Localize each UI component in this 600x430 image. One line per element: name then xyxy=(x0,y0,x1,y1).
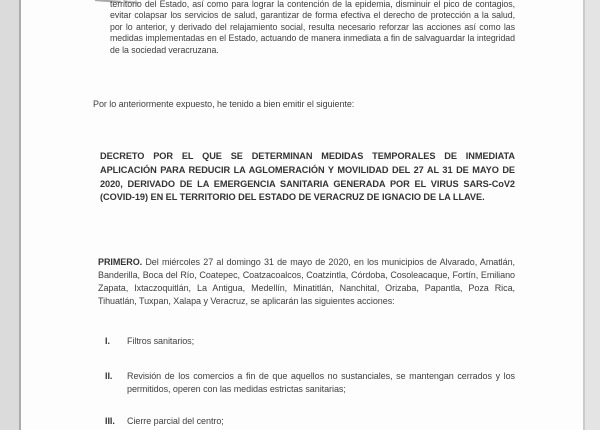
list-numeral: I. xyxy=(105,335,110,346)
scan-left-margin xyxy=(0,0,19,430)
primero-label: PRIMERO. xyxy=(98,257,143,267)
list-numeral: III. xyxy=(105,415,115,426)
list-item-text: Cierre parcial del centro; xyxy=(127,415,224,426)
intro-line: Por lo anteriormente expuesto, he tenido a bien emitir el siguiente: xyxy=(93,98,355,109)
continuation-paragraph: territorio del Estado, así como para lograr la contención de la epidemia, disminuir el pico de contagios, evitar colapsar los servicios de salud, garantizar de forma efectiva el derecho de protección a la salud, por lo anterior, y derivado del relajamiento social, resulta necesario reforzar las acciones así como las medidas implementadas en el Estado, actuando de manera inmediata a fin de salvaguardar la integridad de la sociedad veracruzana. xyxy=(110,0,515,55)
list-item-text: Filtros sanitarios; xyxy=(127,335,195,346)
primero-text: Del miércoles 27 al domingo 31 de mayo de 2020, en los municipios de Alvarado, Amatlán, Banderilla, Boca del Río, Coatepec, Coatzacoalcos, Coatzintla, Córdoba, Cosoleacaque, Fortín, Emiliano Zapata, Ixtaczoquitlán, La Antigua, Medellín, Minatitlán, Nanchital, Orizaba, Papantla, Poza Rica, Tihuatlán, Tuxpan, Xalapa y Veracruz, se aplicarán las siguientes acciones: xyxy=(98,257,515,306)
document-page xyxy=(21,0,583,430)
list-item-text: Revisión de los comercios a fin de que aquellos no sustanciales, se mantengan cerrados y los permitidos, operen con las medidas estrictas sanitarias; xyxy=(127,371,515,394)
article-primero xyxy=(98,256,515,308)
list-numeral: II. xyxy=(105,371,113,381)
decree-title: DECRETO POR EL QUE SE DETERMINAN MEDIDAS TEMPORALES DE INMEDIATA APLICACIÓN PARA REDUCIR LA AGLOMERACIÓN Y MOVILIDAD DEL 27 AL 31 DE MAYO DE 2020, DERIVADO DE LA EMERGENCIA SANITARIA GENERADA POR EL VIRUS SARS-CoV2 (COVID-19) EN EL TERRITORIO DEL ESTADO DE VERACRUZ DE IGNACIO DE LA LLAVE. xyxy=(100,151,515,203)
scan-right-margin xyxy=(585,0,600,430)
page-content xyxy=(21,0,583,430)
